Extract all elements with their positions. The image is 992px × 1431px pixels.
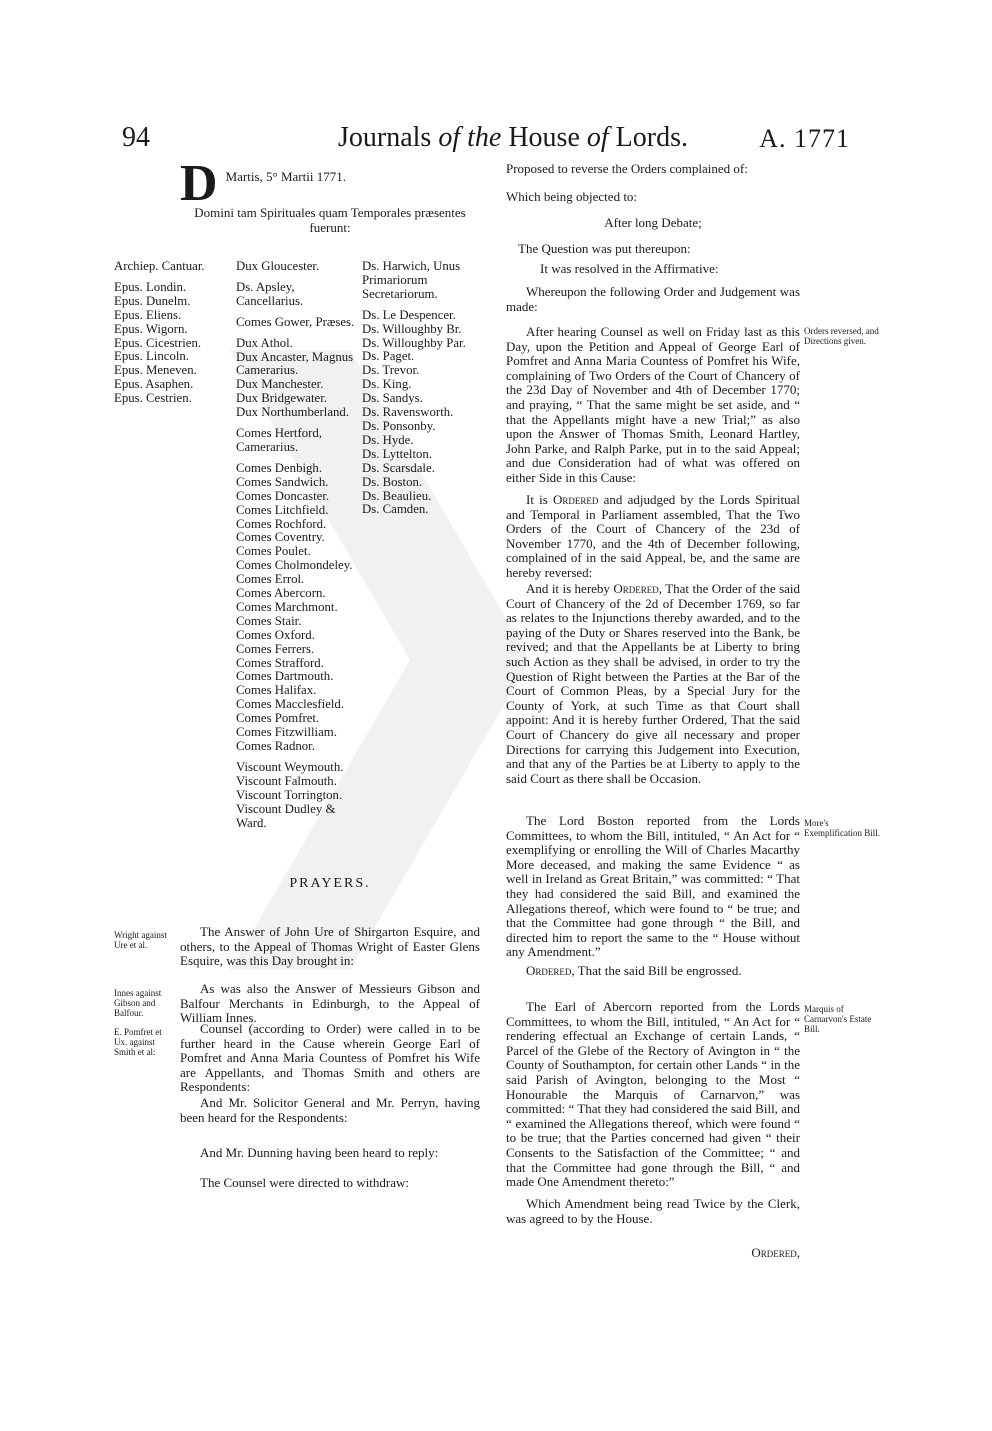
list-item: Comes Ferrers. — [236, 641, 315, 656]
ordered-word: Ordered — [526, 963, 572, 978]
list-item: Comes Oxford. — [236, 627, 315, 642]
list-item: Ds. Trevor. — [362, 363, 420, 378]
list-item: Ds. Willoughby Par. — [362, 335, 466, 350]
list-item: Epus. Meneven. — [114, 363, 197, 378]
paragraph-abercorn-report: The Earl of Abercorn reported from the Lords Committees, to whom the Bill, intituled, “ An Act for “ rendering effectual an Exchange of certain Lands, “ Parcel of the Glebe of the Rectory of Avington in “ the County of Southampton, for certain other Lands “ in the said Parish of Avington, belonging to the Most “ Honourable the Marquis of Carnarvon,” was committed: “ That they had considered the said Bill, and “ examined the Allegations thereof, which were found “ to be true; that the Parties concerned had given “ their Consents to the Satisfaction of the Committee; “ and that the Committee had gone through the Bill, “ and made One Amendment thereto:” — [506, 999, 800, 1190]
paragraph-ordered-reversed — [506, 493, 800, 581]
list-item: Comes Dartmouth. — [236, 669, 334, 684]
title-lords: Lords. — [615, 122, 688, 153]
list-item: Comes Rochford. — [236, 516, 327, 531]
page-number: 94 — [122, 122, 150, 153]
list-item: Epus. Lincoln. — [114, 349, 189, 364]
session-date: Martis, 5° Martii 1771. — [225, 169, 346, 184]
running-title — [338, 122, 688, 154]
list-item: Epus. Wigorn. — [114, 321, 188, 336]
list-item: Comes Cholmondeley. — [236, 558, 353, 573]
list-item: Ds. Boston. — [362, 474, 423, 489]
line-resolved: It was resolved in the Affirmative: — [540, 261, 719, 276]
paragraph-wright-answer: The Answer of John Ure of Shirgarton Esquire, and others, to the Appeal of Thomas Wright of Easter Glens Esquire, was this Day brought in: — [180, 924, 480, 969]
margin-note-wright: Wright against Ure et al. — [114, 930, 167, 950]
list-item: Epus. Eliens. — [114, 307, 182, 322]
margin-note-pomfret: E. Pomfret et Ux. against Smith et al: — [114, 1027, 162, 1057]
list-item: Comes Stair. — [236, 613, 302, 628]
list-item: Comes Marchmont. — [236, 599, 338, 614]
title-of-2: of — [586, 122, 609, 153]
list-item: Viscount Dudley & Ward. — [236, 801, 336, 830]
list-item: Comes Sandwich. — [236, 474, 329, 489]
line-debate: After long Debate; — [604, 215, 702, 230]
barons-list — [362, 260, 486, 517]
left-column — [180, 155, 480, 235]
line-whereupon: Whereupon the following Order and Judgement was made: — [506, 284, 800, 314]
line-objected: Which being objected to: — [506, 189, 638, 204]
list-item: Viscount Weymouth. — [236, 759, 344, 774]
list-item: Comes Denbigh. — [236, 460, 323, 475]
list-item: Comes Macclesfield. — [236, 697, 345, 712]
list-item: Comes Abercorn. — [236, 586, 326, 601]
list-item: Comes Gower, Præses. — [236, 314, 355, 329]
text-segment: , That the said Bill be engrossed. — [571, 963, 742, 978]
list-item: Dux Manchester. — [236, 377, 324, 392]
list-item: Ds. Sandys. — [362, 391, 423, 406]
list-item: Dux Bridgewater. — [236, 391, 327, 406]
list-item: Ds. Ravensworth. — [362, 405, 454, 420]
margin-note-innes: Innes against Gibson and Balfour. — [114, 988, 162, 1018]
list-item: Ds. Ponsonby. — [362, 418, 436, 433]
text-segment: , That the Order of the said Court of Chancery of the 2d of December 1769, so far as relates to the Injunctions thereby awarded, and to the paying of the Duty or Shares reserved into the Bank, be revived; and that the Appellants be at Liberty to bring such Action as they shall be advised, in order to try the Question of Right between the Parties at the Bar of the Court of Common Pleas, by a Special Jury for the County of York, at such Time as that Court shall appoint: And it is hereby further Ordered, That the said Court of Chancery do give all necessary and proper Directions for carrying this Judgement into Execution, and that any of the Parties be at Liberty to apply to the said Court as there shall be Occasion. — [506, 581, 801, 786]
list-item: Dux Gloucester. — [236, 259, 320, 273]
list-item: Dux Athol. — [236, 335, 293, 350]
text-segment: and adjudged by the Lords Spiritual and Temporal in Parliament assembled, That the Two Orders of the Court of Chancery of the 23d of November 1770, and the 4th of December following, complained of in the said Appeal, be, and the same are hereby reversed: — [506, 492, 800, 580]
paragraph-boston-report: The Lord Boston reported from the Lords Committees, to whom the Bill, intituled, “ An Act for “ exemplifying or enrolling the Will of Charles Macarthy More deceased, and making the same Evidence “ as well in Ireland as Great Britain,” was committed: “ That they had considered the said Bill, and examined the Allegations thereof, which were found to “ be true; and that the Committee had gone through “ the Bill, and directed him to report the same to the “ House without any Amendment.” — [506, 813, 800, 960]
list-item: Epus. Londin. — [114, 279, 187, 294]
list-item: Ds. Harwich, Unus Primariorum Secretariorum. — [362, 259, 461, 301]
list-item: Comes Radnor. — [236, 739, 315, 753]
list-item: Archiep. Cantuar. — [114, 259, 205, 273]
list-item: Comes Coventry. — [236, 530, 325, 545]
list-item: Comes Pomfret. — [236, 711, 320, 726]
line-question: The Question was put thereupon: — [518, 241, 691, 256]
title-house: House — [508, 122, 580, 153]
margin-note-orders-reversed: Orders reversed, and Directions given. — [804, 326, 879, 346]
paragraph-ordered-revived — [506, 582, 800, 786]
title-of: of — [438, 122, 461, 153]
prayers-heading: PRAYERS. — [289, 876, 371, 891]
list-item: Comes Hertford, Camerarius. — [236, 426, 323, 454]
list-item: Ds. Apsley, Cancellarius. — [236, 279, 304, 308]
list-item: Ds. Scarsdale. — [362, 460, 435, 475]
ordered-word: Ordered — [553, 492, 599, 507]
dukes-earls-list — [236, 260, 362, 830]
margin-note-more-bill: More's Exemplification Bill. — [804, 818, 880, 838]
list-item: Viscount Torrington. — [236, 787, 343, 802]
paragraph-counsel-called: Counsel (according to Order) were called in to be further heard in the Cause wherein George Earl of Pomfret and Anna Maria Countess of Pomfret his Wife are Appellants, and Thomas Smith and others are Respondents: — [180, 1021, 480, 1095]
catchword: Ordered, — [751, 1245, 800, 1260]
list-item: Ds. Hyde. — [362, 432, 414, 447]
list-item: Comes Doncaster. — [236, 488, 330, 503]
text-segment: And it is hereby — [526, 581, 610, 596]
paragraph-amendment: Which Amendment being read Twice by the Clerk, was agreed to by the House. — [506, 1196, 800, 1226]
list-item: Epus. Asaphen. — [114, 377, 194, 392]
paragraph-withdraw: The Counsel were directed to withdraw: — [200, 1175, 410, 1190]
list-item: Ds. Le Despencer. — [362, 307, 456, 322]
paragraph-innes-answer: As was also the Answer of Messieurs Gibson and Balfour Merchants in Edinburgh, to the Appeal of William Innes. — [180, 981, 480, 1026]
list-item: Dux Northumberland. — [236, 405, 350, 420]
list-item: Comes Errol. — [236, 572, 305, 587]
list-item: Comes Fitzwilliam. — [236, 725, 337, 740]
list-item: Comes Halifax. — [236, 683, 317, 698]
text-segment: It is — [526, 492, 548, 507]
title-journals: Journals — [338, 122, 432, 153]
paragraph-dunning: And Mr. Dunning having been heard to reply: — [200, 1145, 439, 1160]
list-item: Comes Strafford. — [236, 655, 324, 670]
list-item: Comes Litchfield. — [236, 502, 329, 517]
year: A. 1771 — [759, 124, 850, 153]
list-item: Ds. King. — [362, 377, 412, 392]
paragraph-after-hearing: After hearing Counsel as well on Friday last as this Day, upon the Petition and Appeal of George Earl of Pomfret and Anna Maria Countess of Pomfret his Wife, complaining of Two Orders of the Court of Chancery of the 23d Day of November and 4th of December 1770; and praying, “ That the same might be set aside, and “ that the Appellants might have a new Trial;” as also upon the Answer of Thomas Smith, Leonard Hartley, John Parke, and Ralph Parke, put in to the said Appeal; and due Consideration had of what was offered on either Side in this Cause: — [506, 324, 800, 485]
list-item: Ds. Camden. — [362, 502, 429, 517]
margin-note-marquis-bill: Marquis of Carnarvon's Estate Bill. — [804, 1004, 872, 1034]
paragraph-engrossed — [506, 964, 800, 979]
present-heading: Domini tam Spirituales quam Temporales præsentes fuerunt: — [194, 205, 466, 235]
list-item: Ds. Paget. — [362, 349, 415, 364]
list-item: Ds. Willoughby Br. — [362, 321, 462, 336]
list-item: Viscount Falmouth. — [236, 773, 337, 788]
title-the: the — [467, 122, 502, 153]
list-item: Epus. Cicestrien. — [114, 335, 202, 350]
ordered-word: Ordered — [613, 581, 659, 596]
list-item: Epus. Dunelm. — [114, 293, 191, 308]
session-heading — [180, 155, 480, 212]
list-item: Comes Poulet. — [236, 544, 311, 559]
list-item: Ds. Beaulieu. — [362, 488, 432, 503]
list-item: Epus. Cestrien. — [114, 391, 192, 406]
paragraph-solicitor: And Mr. Solicitor General and Mr. Perryn, having been heard for the Respondents: — [180, 1095, 480, 1125]
bishops-list — [114, 260, 230, 406]
dropcap: D — [180, 155, 218, 212]
line-proposed: Proposed to reverse the Orders complained of: — [506, 161, 748, 176]
list-item: Ds. Lyttelton. — [362, 446, 433, 461]
list-item: Dux Ancaster, Magnus Camerarius. — [236, 349, 354, 378]
